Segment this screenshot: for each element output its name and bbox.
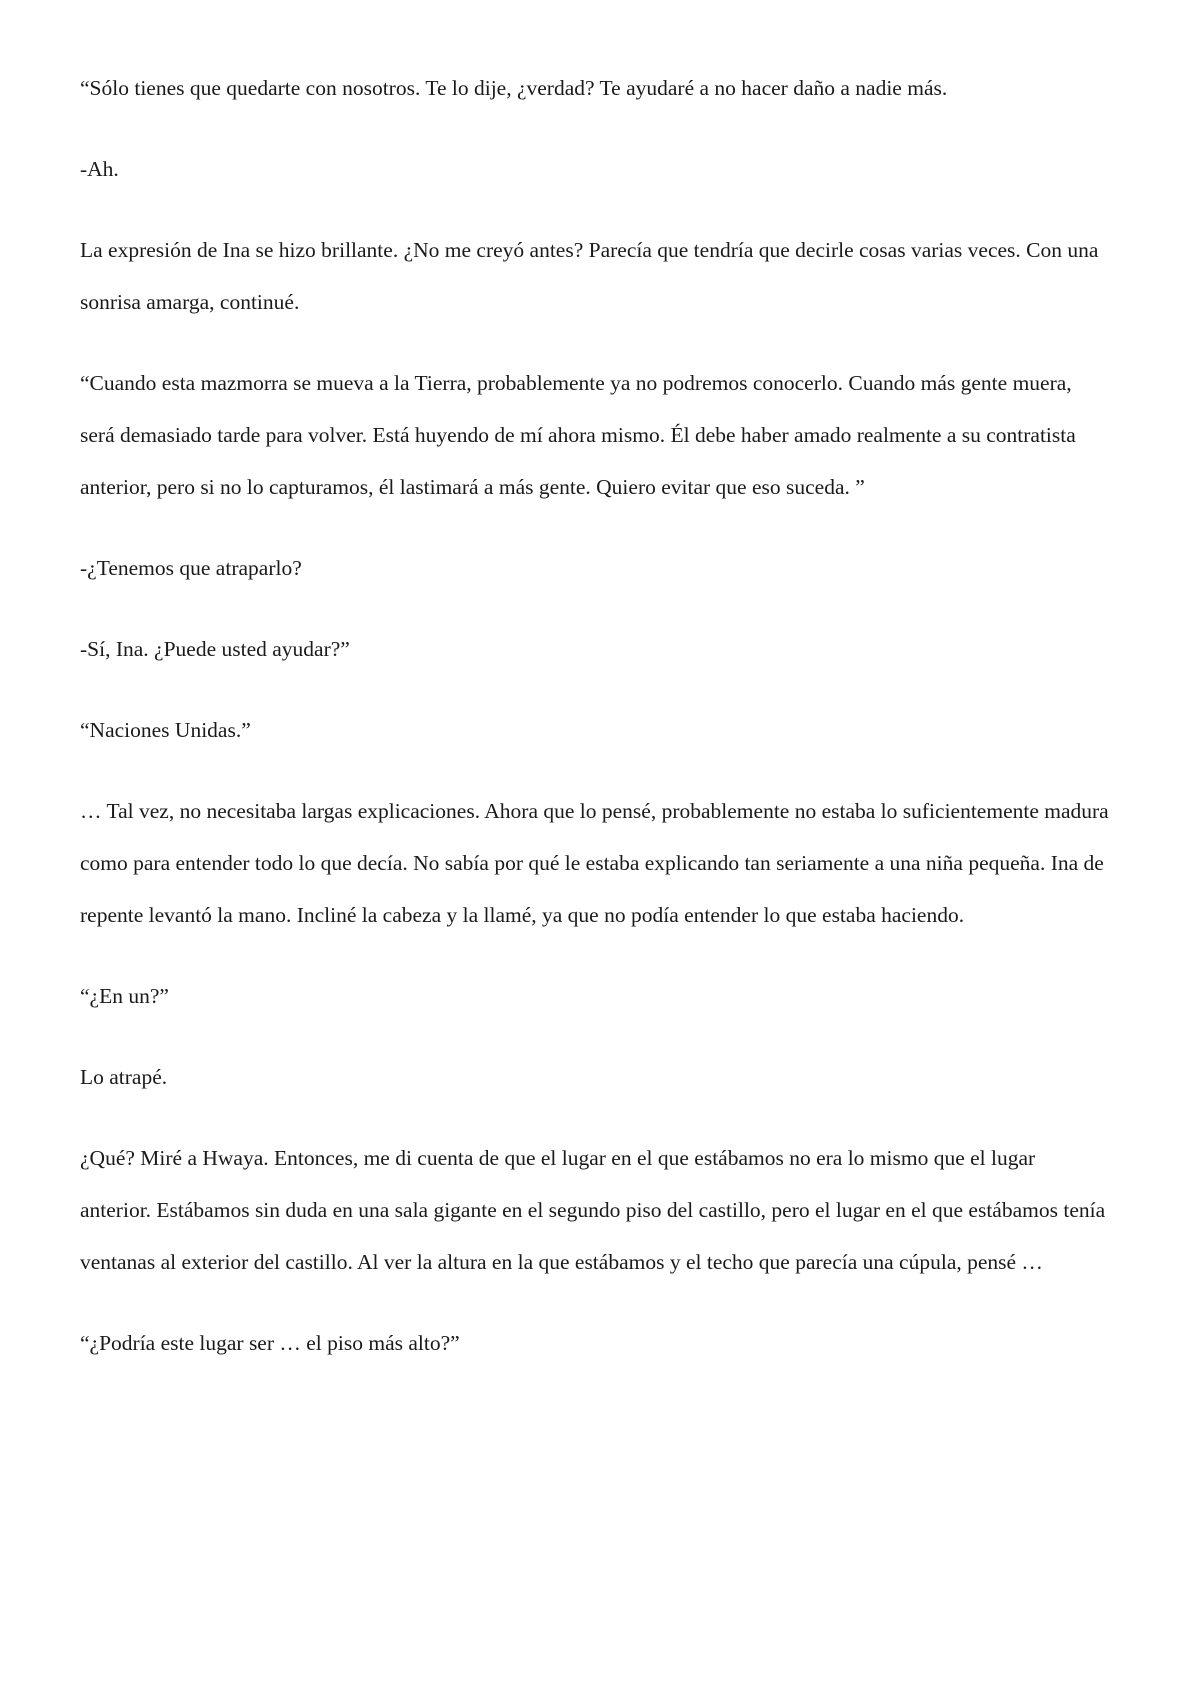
paragraph-6: -Sí, Ina. ¿Puede usted ayudar?” xyxy=(80,637,350,661)
paragraph-11: ¿Qué? Miré a Hwaya. Entonces, me di cuenta de que el lugar en el que estábamos no era lo mismo que el lugar anterior. Estábamos sin duda en una sala gigante en el segundo piso del castillo, pero el lugar en el que estábamos tenía ventanas al exterior del castillo. Al ver la altura en la que estábamos y el techo que parecía una cúpula, pensé … xyxy=(80,1146,1106,1274)
paragraph-9: “¿En un?” xyxy=(80,984,169,1008)
paragraph-2: -Ah. xyxy=(80,157,119,181)
paragraph-10: Lo atrapé. xyxy=(80,1065,168,1089)
paragraph-4: “Cuando esta mazmorra se mueva a la Tierra, probablemente ya no podremos conocerlo. Cuando más gente muera, será demasiado tarde para volver. Está huyendo de mí ahora mismo. Él debe haber amado realmente a su contratista anterior, pero si no lo capturamos, él lastimará a más gente. Quiero evitar que eso suceda. ” xyxy=(80,371,1076,499)
paragraph-7: “Naciones Unidas.” xyxy=(80,718,251,742)
paragraph-8: … Tal vez, no necesitaba largas explicaciones. Ahora que lo pensé, probablemente no estaba lo suficientemente madura como para entender todo lo que decía. No sabía por qué le estaba explicando tan seriamente a una niña pequeña. Ina de repente levantó la mano. Incliné la cabeza y la llamé, ya que no podía entender lo que estaba haciendo. xyxy=(80,799,1109,927)
paragraph-3: La expresión de Ina se hizo brillante. ¿No me creyó antes? Parecía que tendría que decirle cosas varias veces. Con una sonrisa amarga, continué. xyxy=(80,238,1099,314)
paragraph-1: “Sólo tienes que quedarte con nosotros. Te lo dije, ¿verdad? Te ayudaré a no hacer daño a nadie más. xyxy=(80,76,948,100)
document-page xyxy=(80,62,1110,1398)
paragraph-12: “¿Podría este lugar ser … el piso más alto?” xyxy=(80,1331,460,1355)
paragraph-5: -¿Tenemos que atraparlo? xyxy=(80,556,302,580)
